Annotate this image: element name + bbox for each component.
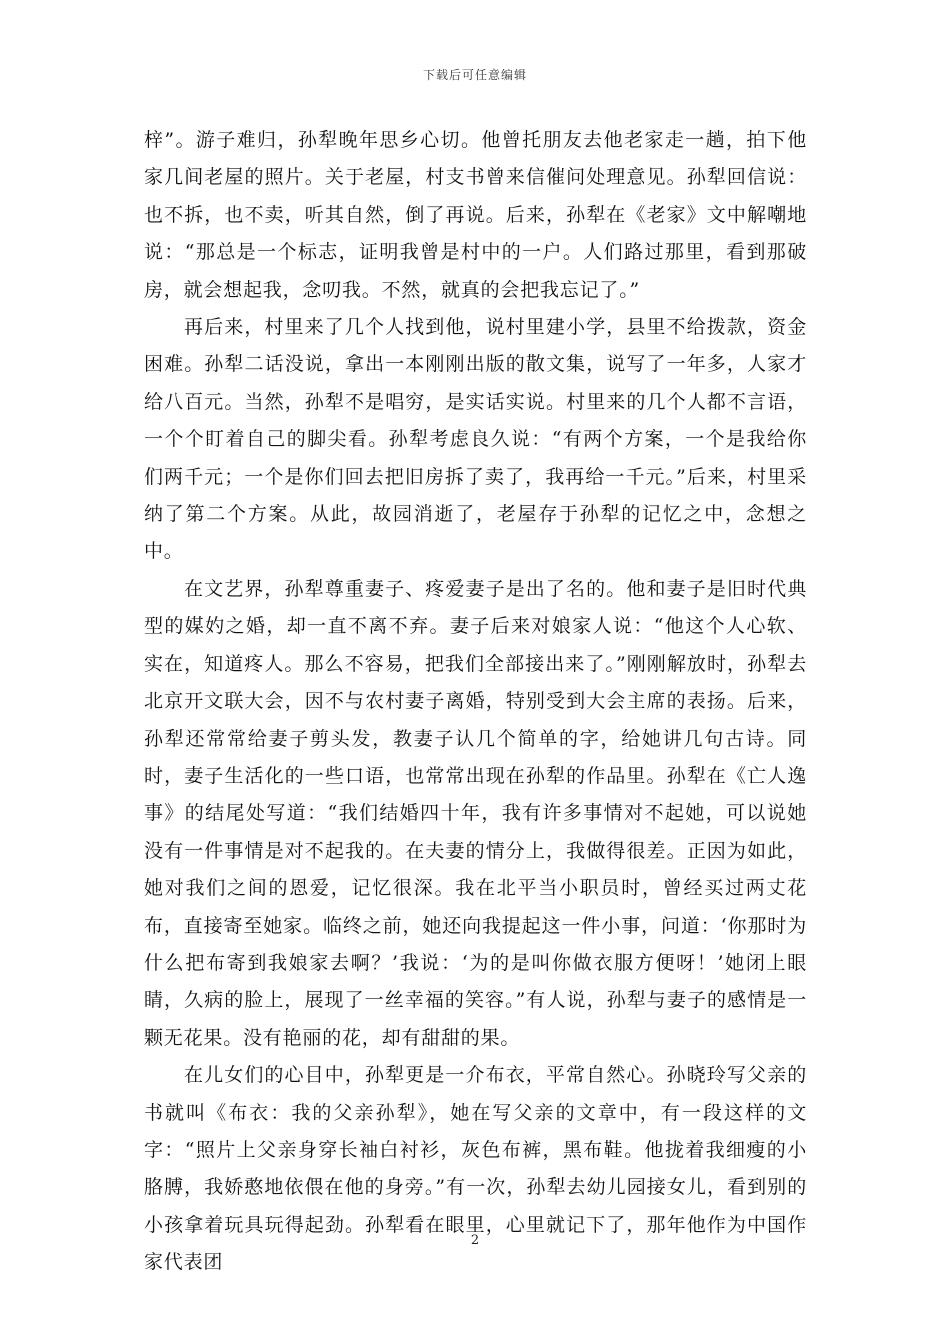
paragraph-3: 在文艺界，孙犁尊重妻子、疼爱妻子是出了名的。他和妻子是旧时代典型的媒妁之婚，却一直不离不弃。妻子后来对娘家人说：“他这个人心软、实在，知道疼人。那么不容易，把我们全部接出来了。”刚刚解放时，孙犁去北京开文联大会，因不与农村妻子离婚，特别受到大会主席的表扬。后来，孙犁还常常给妻子剪头发，教妻子认几个简单的字，给她讲几句古诗。同时，妻子生活化的一些口语，也常常出现在孙犁的作品里。孙犁在《亡人逸事》的结尾处写道：“我们结婚四十年，我有许多事情对不起她，可以说她没有一件事情是对不起我的。在夫妻的情分上，我做得很差。正因为如此，她对我们之间的恩爱，记忆很深。我在北平当小职员时，曾经买过两丈花布，直接寄至她家。临终之前，她还向我提起这一件小事，问道：‘你那时为什么把布寄到我娘家去啊？’我说：‘为的是叫你做衣服方便呀！’她闭上眼睛，久病的脸上，展现了一丝幸福的笑容。”有人说，孙犁与妻子的感情是一颗无花果。没有艳丽的花，却有甜甜的果。 [144, 577, 807, 1049]
paragraph-2: 再后来，村里来了几个人找到他，说村里建小学，县里不给拨款，资金困难。孙犁二话没说，拿出一本刚刚出版的散文集，说写了一年多，人家才给八百元。当然，孙犁不是唱穷，是实话实说。村里来的几个人都不言语，一个个盯着自己的脚尖看。孙犁考虑良久说：“有两个方案，一个是我给你们两千元；一个是你们回去把旧房拆了卖了，我再给一千元。”后来，村里采纳了第二个方案。从此，故园消逝了，老屋存于孙犁的记忆之中，念想之中。 [144, 316, 807, 563]
paragraph-1: 梓”。游子难归，孙犁晚年思乡心切。他曾托朋友去他老家走一趟，拍下他家几间老屋的照片。关于老屋，村支书曾来信催问处理意见。孙犁回信说：也不拆，也不卖，听其自然，倒了再说。后来，孙犁在《老家》文中解嘲地说：“那总是一个标志，证明我曾是村中的一户。人们路过那里，看到那破房，就会想起我，念叨我。不然，就真的会把我忘记了。” [144, 129, 807, 301]
body-text [144, 122, 807, 1282]
paragraph-4: 在儿女们的心目中，孙犁更是一介布衣，平常自然心。孙晓玲写父亲的书就叫《布衣：我的父亲孙犁》，她在写父亲的文章中，有一段这样的文字：“照片上父亲身穿长袖白衬衫，灰色布裤，黑布鞋。他拢着我细瘦的小胳膊，我娇憨地依偎在他的身旁。”有一次，孙犁去幼儿园接女儿，看到别的小孩拿着玩具玩得起劲。孙犁看在眼里，心里就记下了，那年他作为中国作家代表团 [144, 1064, 807, 1274]
page-header: 下载后可任意编辑 [422, 68, 527, 82]
page-number: 2 [470, 1233, 480, 1248]
